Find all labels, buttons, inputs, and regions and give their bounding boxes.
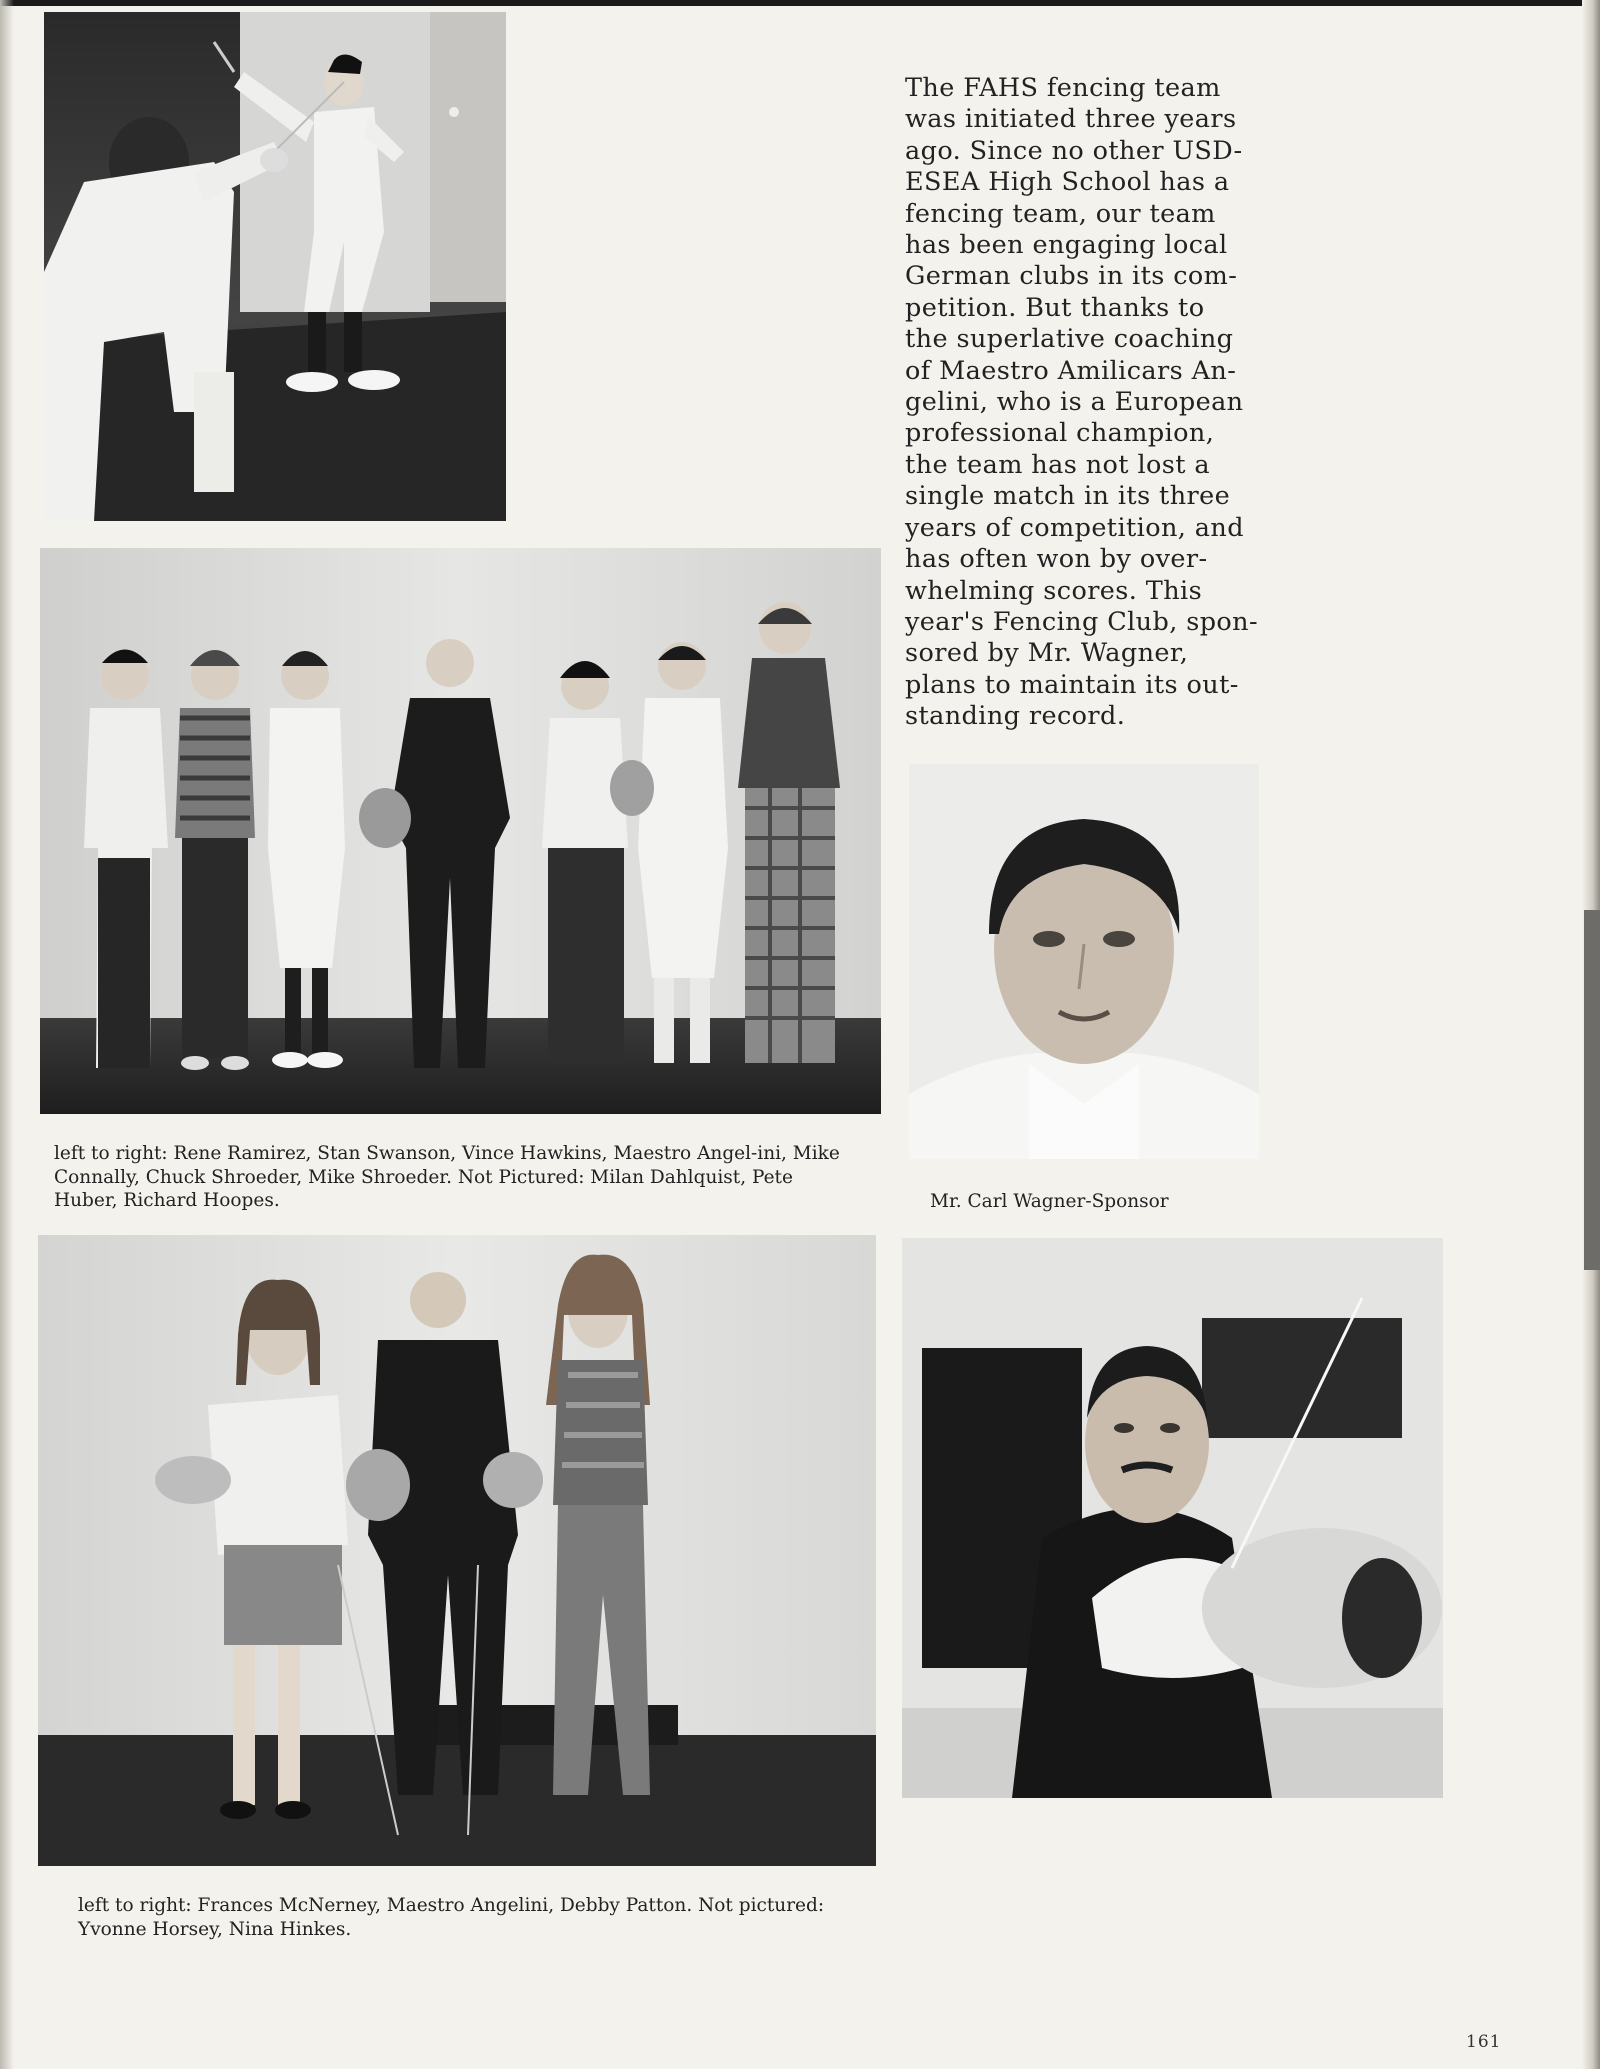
- page-number: 161: [1466, 2032, 1502, 2052]
- photo-fencing-practice: [44, 12, 506, 521]
- photo-maestro-en-garde: [902, 1238, 1443, 1798]
- caption-girls-photo: left to right: Frances McNerney, Maestro Angelini, Debby Patton. Not pictured: Yvonne Horsey, Nina Hinkes.: [78, 1895, 825, 1940]
- spine-shadow: [0, 0, 14, 2069]
- caption-team-photo: left to right: Rene Ramirez, Stan Swanson, Vince Hawkins, Maestro Angel-ini, Mike Connally, Chuck Shroeder, Mike Shroeder. Not Pictured: Milan Dahlquist, Pete Huber, Richard Hoopes.: [54, 1143, 840, 1211]
- photo-sponsor-portrait: [909, 764, 1259, 1159]
- page-top-edge: [0, 0, 1600, 6]
- page-tab-mark: [1584, 910, 1600, 1270]
- article-body-text: The FAHS fencing team was initiated three years ago. Since no other USD- ESEA High School has a fencing team, our team has been engaging local German clubs in its com- petition. But thanks to the superlative coaching of Maestro Amilicars An- gelini, who is a European professional champion, the team has not lost a single match in its three years of competition, and has often won by over- whelming scores. This year's Fencing Club, spon- sored by Mr. Wagner, plans to maintain its out- standing record.: [905, 73, 1259, 732]
- photo-girls-team: [38, 1235, 876, 1866]
- photo-team-lineup: [40, 548, 881, 1114]
- caption-sponsor-photo: Mr. Carl Wagner-Sponsor: [930, 1191, 1169, 1212]
